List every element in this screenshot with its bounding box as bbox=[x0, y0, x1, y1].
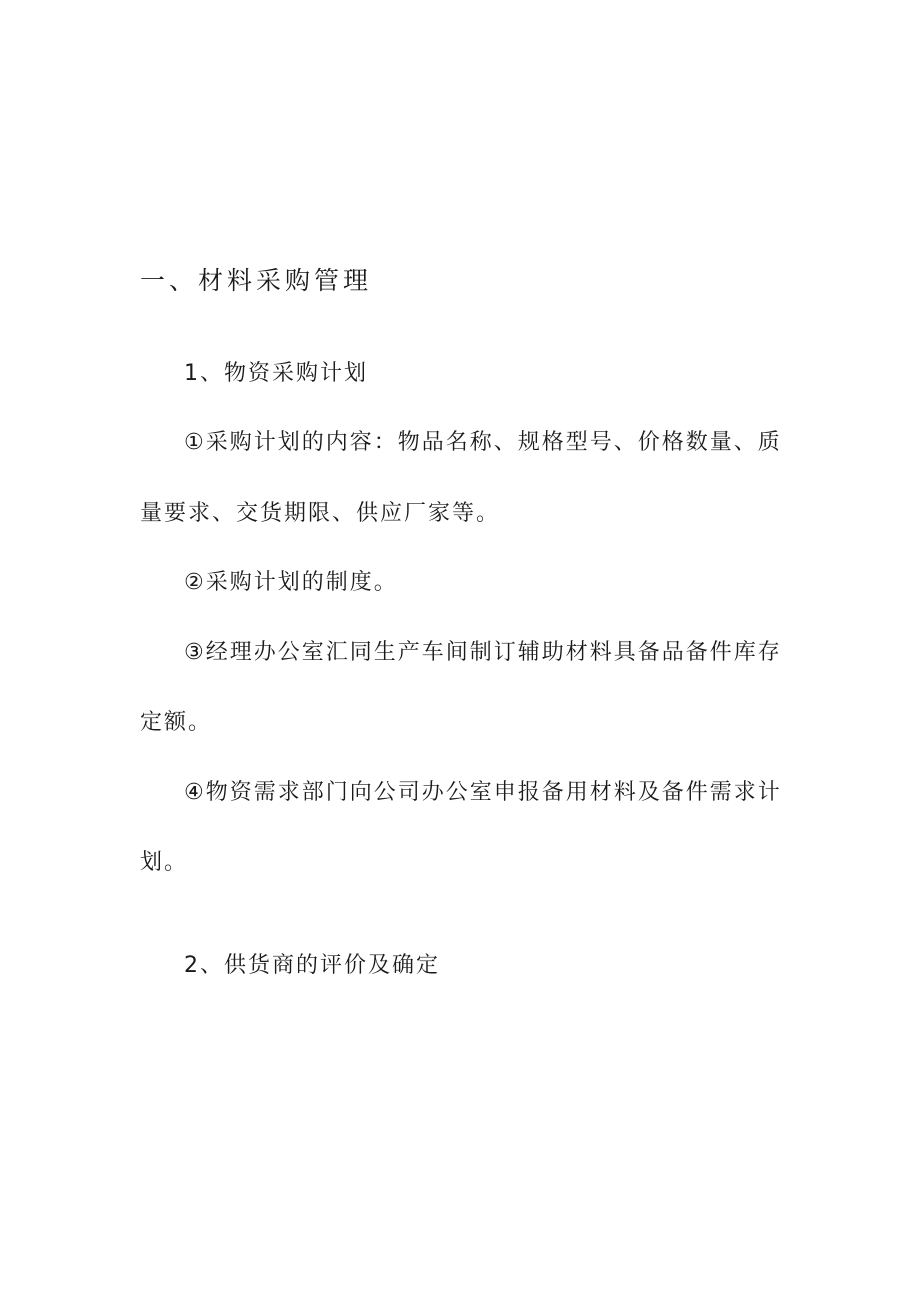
paragraph-item-1-line-1: ①采购计划的内容：物品名称、规格型号、价格数量、质 bbox=[184, 430, 782, 455]
paragraph-item-4-line-2: 划。 bbox=[140, 850, 189, 875]
section-title: 一、材料采购管理 bbox=[140, 266, 373, 295]
subsection-title-1: 1、物资采购计划 bbox=[184, 361, 368, 386]
paragraph-item-2: ②采购计划的制度。 bbox=[184, 570, 398, 595]
subsection-title-2: 2、供货商的评价及确定 bbox=[184, 953, 440, 978]
paragraph-item-3-line-1: ③经理办公室汇同生产车间制订辅助材料具备品备件库存 bbox=[184, 640, 782, 665]
paragraph-item-3-line-2: 定额。 bbox=[140, 710, 213, 735]
paragraph-item-4-line-1: ④物资需求部门向公司办公室申报备用材料及备件需求计 bbox=[184, 780, 782, 805]
paragraph-item-1-line-2: 量要求、交货期限、供应厂家等。 bbox=[140, 501, 501, 526]
